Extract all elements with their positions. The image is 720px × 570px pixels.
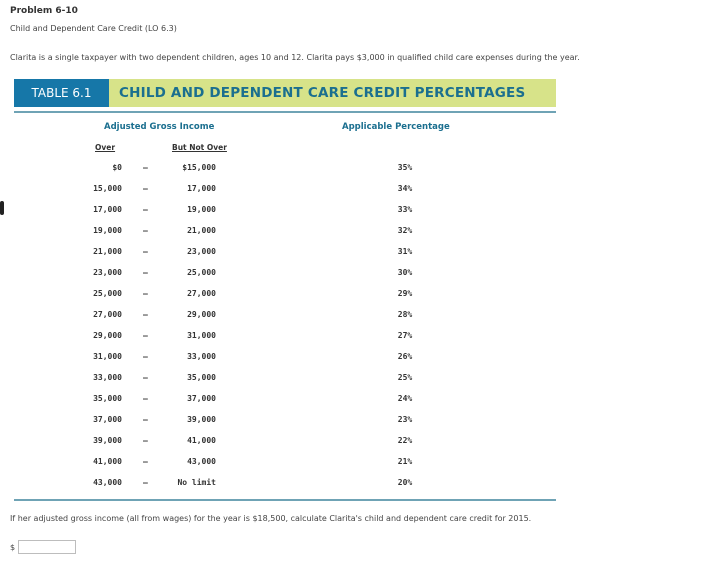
cell-but-not-over: 27,000	[187, 289, 216, 298]
cell-dash: –	[143, 478, 148, 487]
cell-over: 15,000	[93, 184, 122, 193]
cell-over: 23,000	[93, 268, 122, 277]
cell-but-not-over: 39,000	[187, 415, 216, 424]
cell-percentage: 33%	[397, 205, 413, 214]
cell-dash: –	[143, 163, 148, 172]
table-title: CHILD AND DEPENDENT CARE CREDIT PERCENTAGES	[119, 85, 526, 101]
cell-but-not-over: 23,000	[187, 247, 216, 256]
cell-over: $0	[112, 163, 122, 172]
cell-over: 43,000	[93, 478, 122, 487]
table-row	[0, 434, 720, 455]
cell-dash: –	[143, 373, 148, 382]
cell-percentage: 29%	[397, 289, 413, 298]
cell-percentage: 31%	[397, 247, 413, 256]
table-row	[0, 203, 720, 224]
cell-dash: –	[143, 268, 148, 277]
table-row	[0, 329, 720, 350]
cell-over: 19,000	[93, 226, 122, 235]
table-row	[0, 476, 720, 497]
cell-but-not-over: 29,000	[187, 310, 216, 319]
cell-percentage: 26%	[397, 352, 413, 361]
cell-but-not-over: 25,000	[187, 268, 216, 277]
subheader-but-not-over: But Not Over	[172, 143, 227, 152]
table-row	[0, 350, 720, 371]
table-top-rule	[14, 111, 556, 113]
cell-dash: –	[143, 289, 148, 298]
table-row	[0, 245, 720, 266]
cell-dash: –	[143, 310, 148, 319]
cell-over: 41,000	[93, 457, 122, 466]
table-row	[0, 413, 720, 434]
table-row	[0, 266, 720, 287]
table-row	[0, 371, 720, 392]
cell-over: 25,000	[93, 289, 122, 298]
table-row	[0, 392, 720, 413]
table-body	[0, 161, 720, 497]
cell-but-not-over: 41,000	[187, 436, 216, 445]
problem-subtitle: Child and Dependent Care Credit (LO 6.3)	[10, 24, 177, 33]
cell-dash: –	[143, 331, 148, 340]
cell-dash: –	[143, 352, 148, 361]
cell-but-not-over: 21,000	[187, 226, 216, 235]
cell-percentage: 24%	[397, 394, 413, 403]
problem-title: Problem 6-10	[10, 6, 78, 16]
cell-but-not-over: 33,000	[187, 352, 216, 361]
cell-percentage: 35%	[397, 163, 413, 172]
answer-row	[10, 540, 76, 554]
cell-but-not-over: 35,000	[187, 373, 216, 382]
currency-symbol: $	[10, 542, 16, 552]
cell-percentage: 32%	[397, 226, 413, 235]
cell-percentage: 22%	[397, 436, 413, 445]
problem-statement: Clarita is a single taxpayer with two dependent children, ages 10 and 12. Clarita pays $3,000 in qualified child care expenses during the year.	[10, 53, 580, 62]
cell-over: 35,000	[93, 394, 122, 403]
cell-but-not-over: $15,000	[182, 163, 216, 172]
table-row	[0, 455, 720, 476]
cell-but-not-over: 37,000	[187, 394, 216, 403]
cell-percentage: 23%	[397, 415, 413, 424]
cell-over: 21,000	[93, 247, 122, 256]
table-row	[0, 308, 720, 329]
cell-percentage: 21%	[397, 457, 413, 466]
table-number: TABLE 6.1	[14, 79, 109, 107]
cell-percentage: 30%	[397, 268, 413, 277]
cell-over: 39,000	[93, 436, 122, 445]
column-header-percentage: Applicable Percentage	[342, 122, 450, 132]
cell-but-not-over: 31,000	[187, 331, 216, 340]
cell-dash: –	[143, 394, 148, 403]
cell-dash: –	[143, 226, 148, 235]
cell-over: 33,000	[93, 373, 122, 382]
table-row	[0, 161, 720, 182]
cell-percentage: 28%	[397, 310, 413, 319]
table-row	[0, 182, 720, 203]
cell-over: 27,000	[93, 310, 122, 319]
table-row	[0, 287, 720, 308]
table-row	[0, 224, 720, 245]
cell-dash: –	[143, 415, 148, 424]
cell-dash: –	[143, 184, 148, 193]
table-bottom-rule	[14, 499, 556, 501]
question-text: If her adjusted gross income (all from wages) for the year is $18,500, calculate Clarita's child and dependent care credit for 2015.	[10, 514, 532, 523]
cell-over: 29,000	[93, 331, 122, 340]
cell-but-not-over: 19,000	[187, 205, 216, 214]
cell-dash: –	[143, 205, 148, 214]
cell-percentage: 27%	[397, 331, 413, 340]
cell-over: 31,000	[93, 352, 122, 361]
credit-answer-input[interactable]	[18, 540, 76, 554]
cell-percentage: 20%	[397, 478, 413, 487]
column-header-agi: Adjusted Gross Income	[104, 122, 215, 132]
cell-over: 17,000	[93, 205, 122, 214]
cell-percentage: 25%	[397, 373, 413, 382]
cell-but-not-over: No limit	[177, 478, 216, 487]
cell-percentage: 34%	[397, 184, 413, 193]
cell-dash: –	[143, 457, 148, 466]
cell-dash: –	[143, 247, 148, 256]
cell-but-not-over: 43,000	[187, 457, 216, 466]
cell-but-not-over: 17,000	[187, 184, 216, 193]
subheader-over: Over	[95, 143, 116, 152]
cell-over: 37,000	[93, 415, 122, 424]
table-header	[14, 79, 556, 107]
cell-dash: –	[143, 436, 148, 445]
